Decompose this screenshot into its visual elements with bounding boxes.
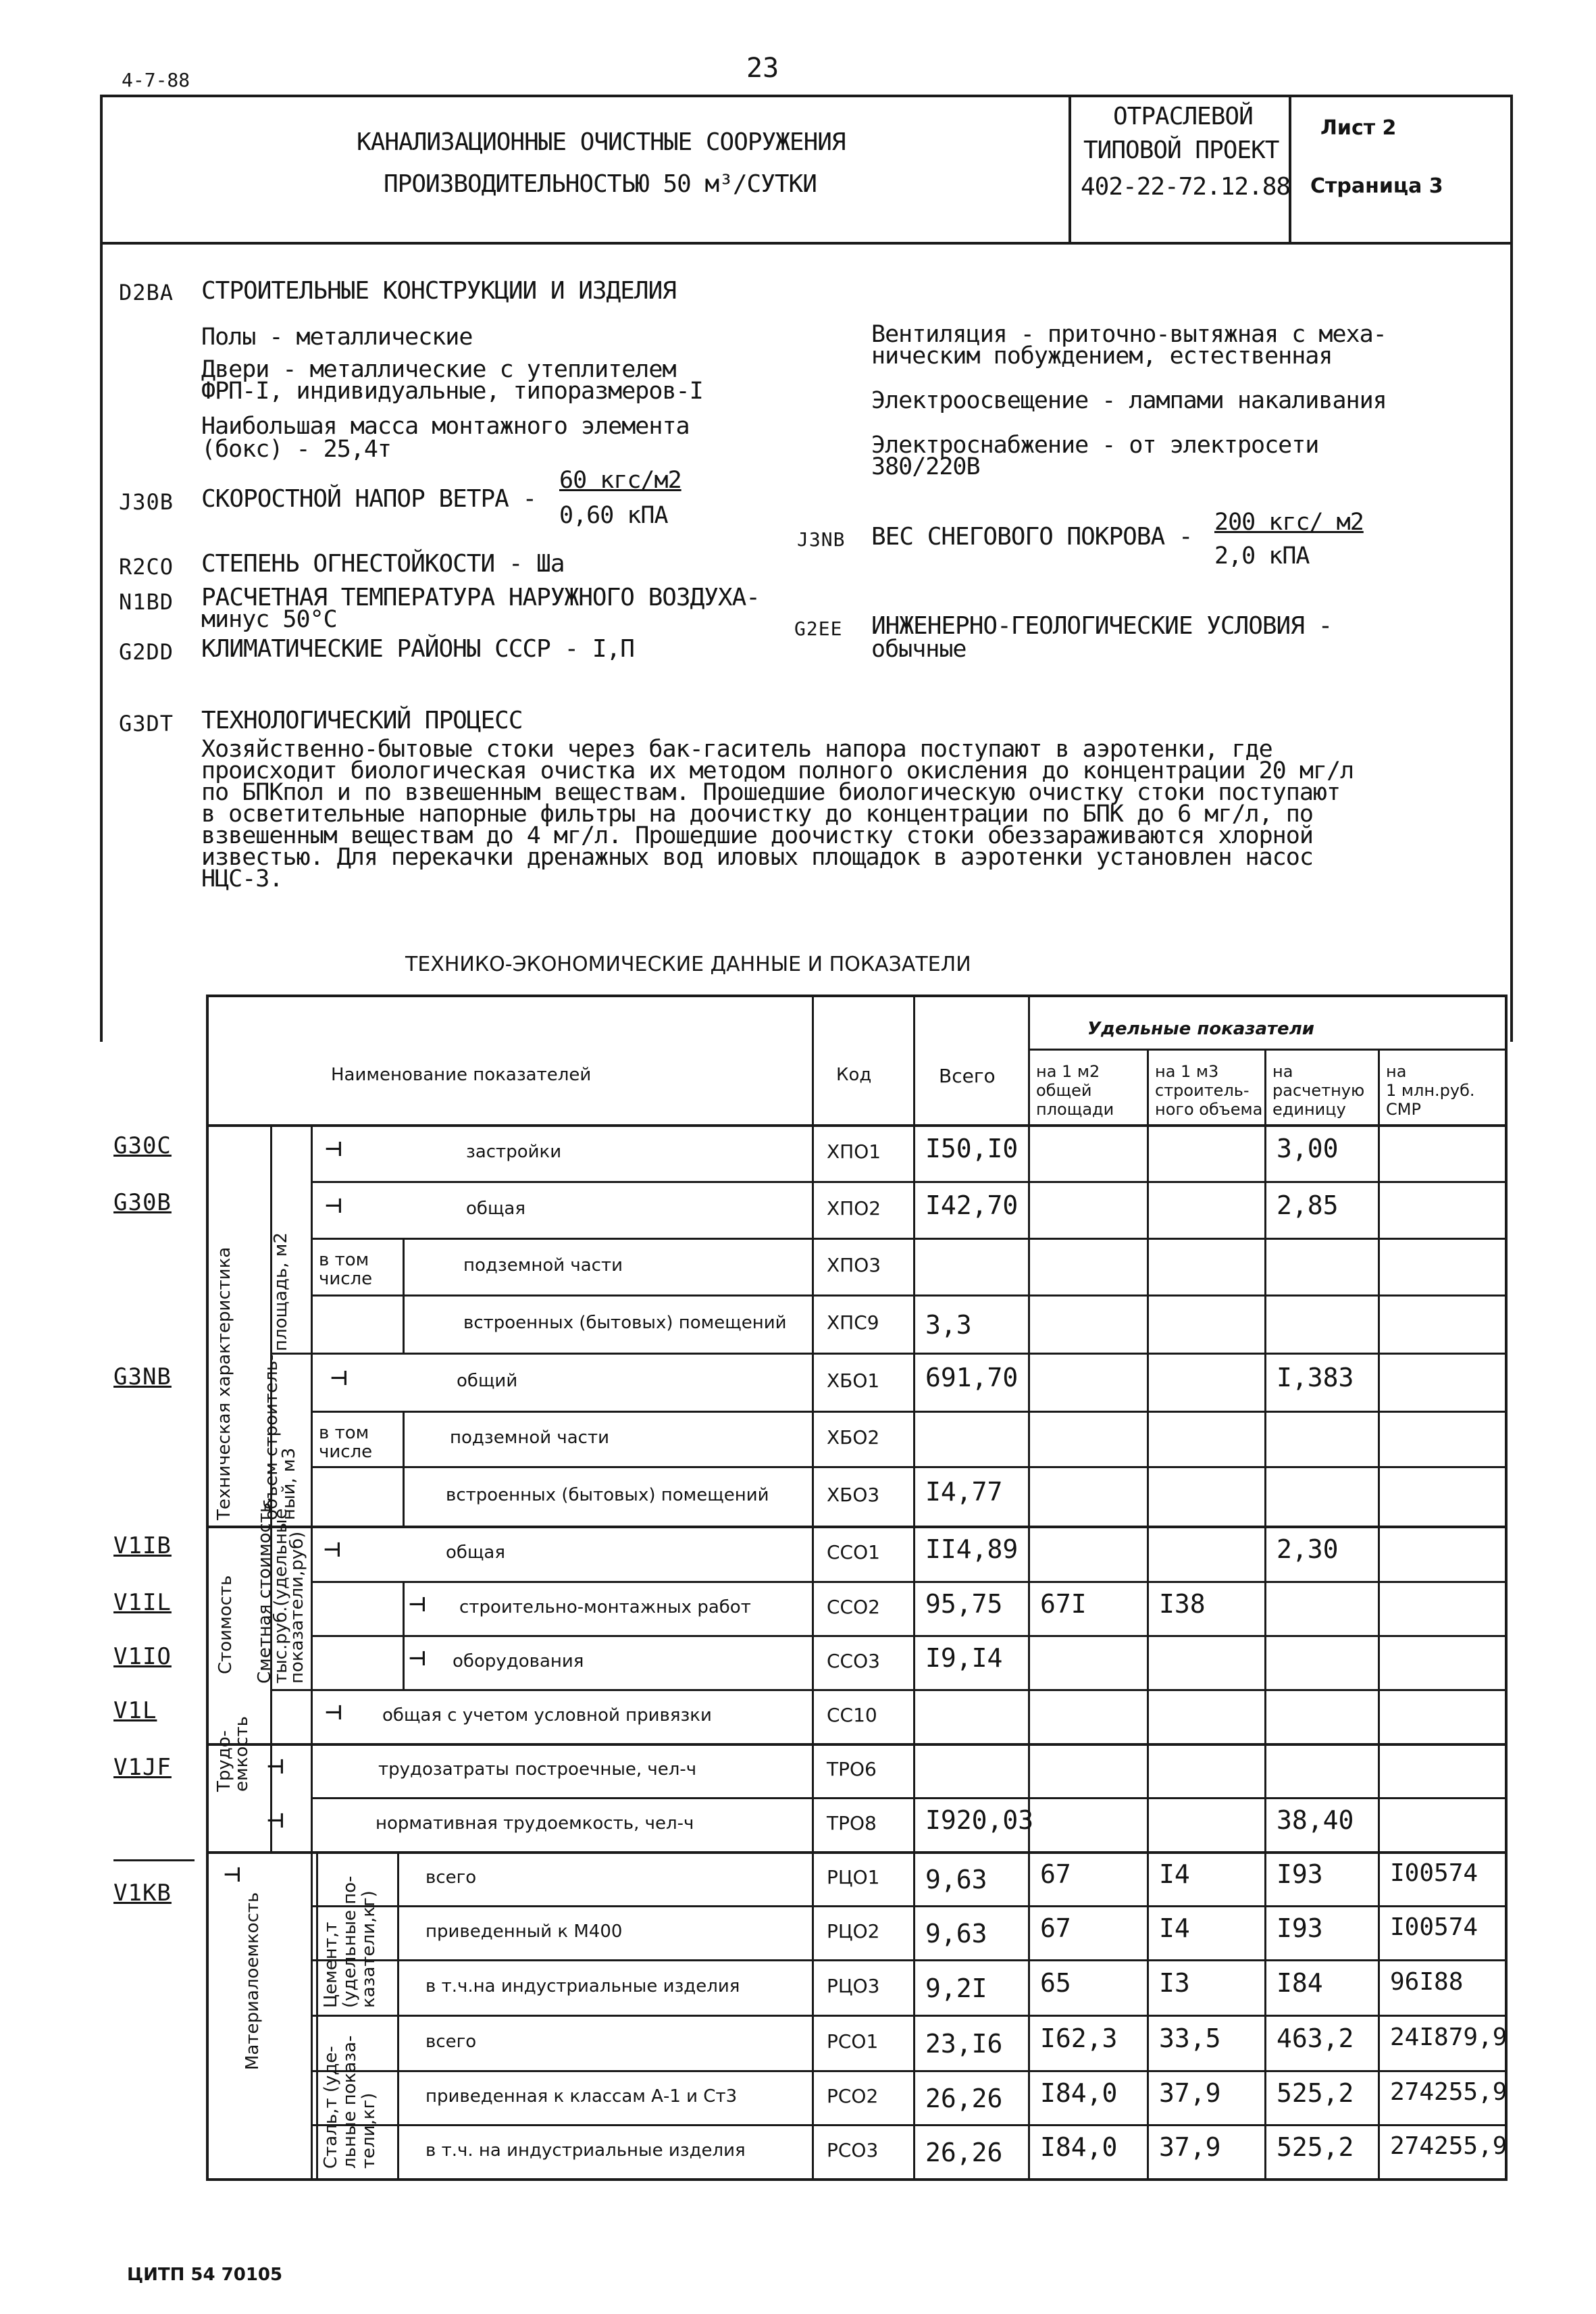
row-code: ХБО3 [827,1484,880,1506]
fire-label: СТЕПЕНЬ ОГНЕСТОЙКОСТИ - Ша [201,550,565,578]
mass-text-2: (бокс) - 25,4т [201,436,392,463]
row-name: всего [426,1867,477,1888]
row-value-m3: I4 [1159,1913,1190,1943]
project-type-line1: ОТРАСЛЕВОЙ [1113,103,1253,130]
process-line: известью. Для перекачки дренажных вод иловых площадок в аэротенки установлен насос [201,844,1313,871]
table-rule [812,2124,1505,2126]
power-text-2: 380/220В [871,453,980,480]
table-rule [397,1851,399,2178]
power-text-1: Электроснабжение - от электросети [871,432,1319,459]
row-value-m3: I38 [1159,1589,1206,1619]
row-value-total: I4,77 [925,1477,1003,1507]
table-rule [812,1797,1505,1799]
row-value-m3: 37,9 [1159,2078,1221,2108]
row-name: строительно-монтажных работ [459,1597,751,1617]
table-rule [311,1181,812,1183]
left-code: V1IB [113,1532,172,1559]
table-rule [206,1851,311,1854]
row-marker-icon: ⊣ [323,1538,342,1562]
group-volume-2: ный, м3 [279,1447,299,1520]
row-value-mln: I00574 [1390,1859,1478,1887]
climate-code: G2DD [119,639,174,665]
header-frame [100,95,1513,245]
group-technical: Техническая характеристика [214,1247,234,1520]
table-rule [812,1635,1505,1637]
row-value-mln: 96I88 [1390,1968,1464,1996]
vent-text-1: Вентиляция - приточно-вытяжная с меха- [871,321,1387,348]
row-value-total: II4,89 [925,1534,1019,1564]
row-value-unit: 525,2 [1277,2078,1354,2108]
col-header-total: Всего [939,1065,996,1087]
row-name: приведенная к классам А-1 и Ст3 [426,2086,738,2107]
row-value-m3: I3 [1159,1968,1190,1998]
row-name: встроенных (бытовых) помещений [446,1485,769,1505]
table-rule [311,1124,313,2178]
process-line: взвешенным веществам до 4 мг/л. Прошедшие доочистку стоки обеззараживаются хлорной [201,822,1313,849]
row-code: РСО2 [827,2085,879,2107]
row-code: РЦО3 [827,1975,880,1997]
table-rule [311,1294,812,1297]
table-rule [812,1181,1505,1183]
table-rule [206,2178,1508,2181]
row-code: ССО1 [827,1541,880,1563]
table-rule [812,1743,1505,1746]
table-rule [1147,1049,1149,2178]
group-cost-sub-1: Сметная стоимость, [255,1496,275,1684]
incl-area-2: числе [319,1269,373,1289]
table-rule [311,1581,812,1583]
table-rule [311,1959,812,1961]
table-rule [812,1526,1505,1528]
row-name: в т.ч. на индустриальные изделия [426,2140,746,2161]
table-rule [812,1411,1505,1413]
col-header-per_unit: единицу [1272,1100,1346,1119]
col-header-specific: Удельные показатели [1087,1019,1314,1039]
group-volume-1: объем строитель- [261,1354,282,1520]
row-value-m3: 33,5 [1159,2023,1221,2053]
table-caption: ТЕХНИКО-ЭКОНОМИЧЕСКИЕ ДАННЫЕ И ПОКАЗАТЕЛИ [405,953,971,976]
table-rule [1028,995,1030,2178]
page-label: Страница 3 [1310,174,1443,198]
group-cement-1: Цемент,т [321,1921,341,2008]
table-rule [812,1905,1505,1907]
row-value-total: 9,63 [925,1865,987,1894]
table-rule [403,1581,405,1689]
row-value-unit: 3,00 [1277,1134,1339,1163]
row-marker-icon: ⊣ [266,1809,285,1833]
row-value-total: I920,03 [925,1805,1034,1835]
row-value-mln: 24I879,9 [1390,2023,1508,2051]
row-name: нормативная трудоемкость, чел-ч [376,1813,694,1834]
row-value-total: I50,I0 [925,1134,1019,1163]
incl-volume-1: в том [319,1423,369,1443]
row-code: РЦО2 [827,1920,880,1942]
row-code: РЦО1 [827,1866,880,1888]
group-labor-1: Трудо- [214,1730,234,1792]
row-code: ССО3 [827,1650,880,1672]
row-value-unit: 2,85 [1277,1190,1339,1220]
snow-label: ВЕС СНЕГОВОГО ПОКРОВА - [871,523,1193,551]
col-header-per_unit: на [1272,1062,1293,1081]
wind-denominator: 0,60 кПА [559,502,668,529]
group-cement-2: (удельные по- [340,1876,360,2008]
doors-text-1: Двери - металлические с утеплителем [201,356,676,383]
row-value-m2: 67 [1040,1913,1071,1943]
group-cost-sub-2: тыс.руб.(удельные [271,1508,291,1684]
row-name: общая [446,1542,506,1563]
left-code: V1KB [113,1880,172,1907]
row-code: ТРО6 [827,1758,877,1780]
table-rule [812,1581,1505,1583]
left-code: V1IO [113,1643,172,1670]
row-code: РСО3 [827,2139,879,2161]
group-steel-2: льные показа- [340,2035,360,2169]
left-code: G30C [113,1132,172,1159]
row-code: ХПО2 [827,1197,881,1219]
table-rule [403,1238,405,1353]
row-name: всего [426,2032,477,2052]
row-code: ХПО1 [827,1140,881,1163]
row-code: РСО1 [827,2030,879,2053]
process-line: происходит биологическая очистка их методом полного окисления до концентрации 20 мг/л [201,757,1354,784]
row-value-unit: 525,2 [1277,2132,1354,2162]
process-line: Хозяйственно-бытовые стоки через бак-гаситель напора поступают в аэротенки, где [201,736,1272,763]
left-code: V1IL [113,1589,172,1616]
table-rule [1264,1049,1266,2178]
row-marker-icon: ⊣ [408,1647,427,1671]
wind-label: СКОРОСТНОЙ НАПОР ВЕТРА - [201,485,537,513]
row-code: ХПС9 [827,1311,879,1334]
row-value-m2: 67I [1040,1589,1087,1619]
row-name: оборудования [453,1651,584,1671]
table-rule [311,2124,812,2126]
row-value-total: 26,26 [925,2138,1003,2167]
row-name: подземной части [450,1428,610,1448]
table-rule [913,995,915,2178]
table-rule [1378,1049,1380,2178]
table-rule [812,1238,1505,1240]
page-number: 23 [746,53,779,84]
temp-label-2: минус 50°С [201,606,337,633]
row-value-total: I42,70 [925,1190,1019,1220]
row-marker-icon: ⊣ [408,1593,427,1617]
vent-text-2: ническим побуждением, естественная [871,343,1333,370]
row-value-unit: I84 [1277,1968,1323,1998]
header-title-line1: КАНАЛИЗАЦИОННЫЕ ОЧИСТНЫЕ СООРУЖЕНИЯ [357,128,846,156]
row-name: встроенных (бытовых) помещений [463,1313,787,1333]
group-steel-1: Сталь,т (уде- [321,2046,341,2169]
col-header-per_mln: 1 млн.руб. [1386,1081,1475,1100]
row-code: ХБО2 [827,1426,880,1449]
table-rule [311,1353,812,1355]
row-marker-icon: ⊣ [223,1863,242,1887]
row-value-total: 9,63 [925,1919,987,1948]
row-marker-icon: ⊣ [266,1755,285,1779]
project-number: 402-22-72.12.88 [1081,173,1291,201]
row-code: ХПО3 [827,1254,881,1276]
table-rule [311,1411,812,1413]
group-cost: Стоимость [215,1575,236,1674]
row-value-m2: 65 [1040,1968,1071,1998]
row-value-mln: I00574 [1390,1913,1478,1941]
row-marker-icon: ⊣ [324,1194,343,1218]
table-rule [1505,995,1508,2181]
row-name: подземной части [463,1255,623,1276]
process-code: G3DT [119,711,174,736]
table-rule [206,995,209,2181]
row-value-m3: I4 [1159,1859,1190,1889]
incl-area-1: в том [319,1250,369,1270]
row-value-unit: I,383 [1277,1363,1354,1392]
group-steel-3: тели,кг) [359,2092,379,2169]
floors-text: Полы - металлические [201,324,473,351]
row-value-unit: 463,2 [1277,2023,1354,2053]
col-header-per_mln: на [1386,1062,1407,1081]
col-header-per_m2: площади [1036,1100,1114,1119]
row-value-total: 691,70 [925,1363,1019,1392]
table-rule [812,1851,1505,1854]
row-code: ХБО1 [827,1369,880,1392]
wind-code: J30B [119,489,174,515]
row-value-total: 9,2I [925,1973,987,2003]
row-code: ТРО8 [827,1812,877,1834]
table-rule [403,1411,405,1526]
left-code: V1L [113,1697,157,1724]
group-labor-2: емкость [232,1716,252,1792]
row-value-total: 3,3 [925,1310,972,1340]
table-rule [311,1466,812,1468]
left-code: G3NB [113,1363,172,1390]
row-marker-icon: ⊣ [324,1138,343,1161]
header-title-line2: ПРОИЗВОДИТЕЛЬНОСТЬЮ 50 м³/СУТКИ [384,170,817,198]
process-title: ТЕХНОЛОГИЧЕСКИЙ ПРОЦЕСС [201,707,523,734]
row-name: общая [466,1199,526,1219]
table-rule [812,2070,1505,2072]
group-cement-3: казатели,кг) [359,1890,379,2008]
col-header-per_unit: расчетную [1272,1081,1365,1100]
table-rule [113,1859,195,1861]
left-code: V1JF [113,1754,172,1781]
row-value-unit: 2,30 [1277,1534,1339,1564]
fire-code: R2CO [119,554,174,580]
col-header-per_m2: общей [1036,1081,1092,1100]
table-rule [206,1124,1505,1127]
col-header-per_mln: СМР [1386,1100,1421,1119]
corner-code: 4-7-88 [122,69,190,91]
process-line: по БПКпол и по взвешенным веществам. Прошедшие биологическую очистку стоки поступают [201,779,1341,806]
row-code: СС10 [827,1704,877,1726]
row-name: трудозатраты построечные, чел-ч [378,1759,697,1780]
row-value-m3: 37,9 [1159,2132,1221,2162]
row-name: общий [457,1371,518,1391]
col-header-per_m3: ного объема [1155,1100,1263,1119]
table-rule [311,1635,812,1637]
row-name: общая с учетом условной привязки [382,1705,712,1726]
row-marker-icon: ⊣ [330,1367,349,1390]
row-value-unit: I93 [1277,1859,1323,1889]
table-rule [311,1797,812,1799]
col-header-per_m3: на 1 м3 [1155,1062,1219,1081]
table-rule [316,2015,397,2017]
table-rule [311,1905,812,1907]
snow-code: J3NB [797,528,846,551]
wind-numerator: 60 кгс/м2 [559,467,681,494]
row-value-total: 23,I6 [925,2029,1003,2059]
group-area: площадь, м2 [271,1232,291,1351]
table-rule [1028,1049,1505,1051]
group-material: Материалоемкость [242,1892,263,2070]
climate-label: КЛИМАТИЧЕСКИЕ РАЙОНЫ СССР - I,П [201,635,634,663]
table-rule [206,995,1508,997]
row-value-total: I9,I4 [925,1643,1003,1673]
geo-code: G2EE [794,618,843,640]
table-rule [812,1959,1505,1961]
row-value-m2: I84,0 [1040,2132,1118,2162]
project-type-line2: ТИПОВОЙ ПРОЕКТ [1083,136,1279,164]
col-header-per_m2: на 1 м2 [1036,1062,1100,1081]
left-code: G30B [113,1189,172,1216]
row-value-unit: I93 [1277,1913,1323,1943]
row-value-m2: 67 [1040,1859,1071,1889]
doors-text-2: ФРП-I, индивидуальные, типоразмеров-I [201,378,703,405]
table-rule [812,1353,1505,1355]
geo-label-1: ИНЖЕНЕРНО-ГЕОЛОГИЧЕСКИЕ УСЛОВИЯ - [871,612,1333,640]
row-value-mln: 274255,9 [1390,2078,1508,2106]
row-value-m2: I62,3 [1040,2023,1118,2053]
table-rule [812,995,814,2178]
row-name: приведенный к М400 [426,1921,623,1942]
geo-label-2: обычные [871,636,967,663]
table-rule [812,2015,1505,2017]
table-rule [270,1689,311,1691]
row-name: застройки [466,1142,562,1162]
table-rule [812,1466,1505,1468]
incl-volume-2: числе [319,1442,373,1462]
row-marker-icon: ⊣ [324,1701,343,1725]
col-header-code: Код [836,1065,872,1085]
table-rule [311,1689,812,1691]
section-title: СТРОИТЕЛЬНЫЕ КОНСТРУКЦИИ И ИЗДЕЛИЯ [201,277,676,305]
row-value-total: 95,75 [925,1589,1003,1619]
table-rule [812,1294,1505,1297]
section-code: D2BA [119,280,174,305]
group-cost-sub-3: показатели,руб) [287,1531,307,1684]
col-header-name: Наименование показателей [331,1065,592,1085]
mass-text-1: Наибольшая масса монтажного элемента [201,413,690,440]
table-rule [311,1238,812,1240]
light-text: Электроосвещение - лампами накаливания [871,387,1387,414]
sheet-label: Лист 2 [1320,116,1397,140]
temp-code: N1BD [119,589,174,615]
snow-numerator: 200 кгс/ м2 [1214,509,1364,536]
process-line: в осветительные напорные фильтры на доочистку до концентрации по БПК до 6 мг/л, по [201,801,1313,828]
footer-code: ЦИТП 54 70105 [127,2265,283,2285]
row-name: в т.ч.на индустриальные изделия [426,1976,740,1996]
process-line: НЦС-3. [201,865,283,892]
row-value-mln: 274255,9 [1390,2132,1508,2160]
row-code: ССО2 [827,1596,880,1618]
snow-denominator: 2,0 кПА [1214,543,1310,570]
col-header-per_m3: строитель- [1155,1081,1250,1100]
row-value-unit: 38,40 [1277,1805,1354,1835]
temp-label-1: РАСЧЕТНАЯ ТЕМПЕРАТУРА НАРУЖНОГО ВОЗДУХА- [201,584,760,611]
row-value-m2: I84,0 [1040,2078,1118,2108]
table-rule [311,2070,812,2072]
row-value-total: 26,26 [925,2084,1003,2113]
table-rule [812,1689,1505,1691]
